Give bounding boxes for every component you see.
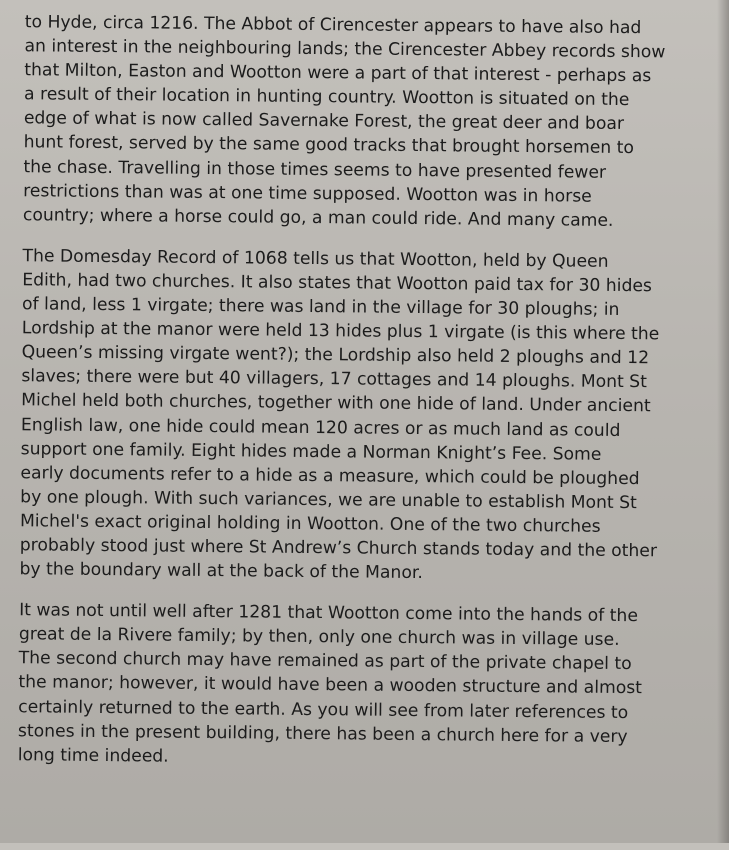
text-line: a result of their location in hunting country. Wootton is situated on the	[23, 84, 630, 111]
text-line: It was not until well after 1281 that Wootton come into the hands of the	[19, 600, 639, 627]
text-line: The second church may have remained as part of the private chapel to	[18, 648, 632, 675]
text-line: long time indeed.	[17, 744, 169, 767]
text-line: Edith, had two churches. It also states that Wootton paid tax for 30 hides	[22, 270, 653, 297]
paragraph-de-la-rivere	[18, 598, 710, 773]
text-line: support one family. Eight hides made a Norman Knight’s Fee. Some	[20, 438, 602, 465]
text-line: country; where a horse could go, a man could ride. And many came.	[22, 204, 614, 231]
text-line: early documents refer to a hide as a measure, which could be ploughed	[20, 462, 640, 489]
text-line: Queen’s missing virgate went?); the Lordship also held 2 ploughs and 12	[21, 342, 650, 369]
text-line: restrictions than was at one time supposed. Wootton was in horse	[23, 180, 592, 207]
text-line: the manor; however, it would have been a wooden structure and almost	[18, 672, 643, 699]
text-line: of land, less 1 virgate; there was land in the village for 30 ploughs; in	[21, 294, 620, 320]
text-line: great de la Rivere family; by then, only one church was in village use.	[18, 624, 620, 651]
text-line: Michel held both churches, together with one hide of land. Under ancient	[21, 390, 651, 417]
text-line: English law, one hide could mean 120 acres or as much land as could	[20, 414, 621, 441]
text-line: to Hyde, circa 1216. The Abbot of Cirencester appears to have also had	[24, 12, 642, 39]
text-line: by one plough. With such variances, we are unable to establish Mont St	[20, 486, 637, 513]
text-line: stones in the present building, there has been a church here for a very	[17, 720, 628, 747]
text-line: certainly returned to the earth. As you will see from later references to	[18, 696, 629, 723]
text-line: Lordship at the manor were held 13 hides plus 1 virgate (is this where the	[21, 318, 660, 345]
text-line: slaves; there were but 40 villagers, 17 cottages and 14 ploughs. Mont St	[21, 366, 647, 393]
text-line: the chase. Travelling in those times seems to have presented fewer	[23, 156, 607, 183]
text-line: hunt forest, served by the same good tracks that brought horsemen to	[23, 132, 635, 159]
text-line: The Domesday Record of 1068 tells us that Wootton, held by Queen	[22, 246, 609, 272]
text-line: that Milton, Easton and Wootton were a part of that interest - perhaps as	[24, 60, 652, 87]
text-line: an interest in the neighbouring lands; the Cirencester Abbey records show	[24, 36, 666, 63]
paragraph-domesday-record	[19, 244, 712, 588]
page-edge-shadow	[717, 0, 729, 843]
text-line: Michel's exact original holding in Wootton. One of the two churches	[19, 511, 601, 537]
paragraph-hunting-country	[23, 10, 715, 233]
text-line: by the boundary wall at the back of the Manor.	[19, 559, 423, 584]
text-line: probably stood just where St Andrew’s Church stands today and the other	[19, 535, 658, 562]
text-line: edge of what is now called Savernake Forest, the great deer and boar	[23, 108, 625, 135]
